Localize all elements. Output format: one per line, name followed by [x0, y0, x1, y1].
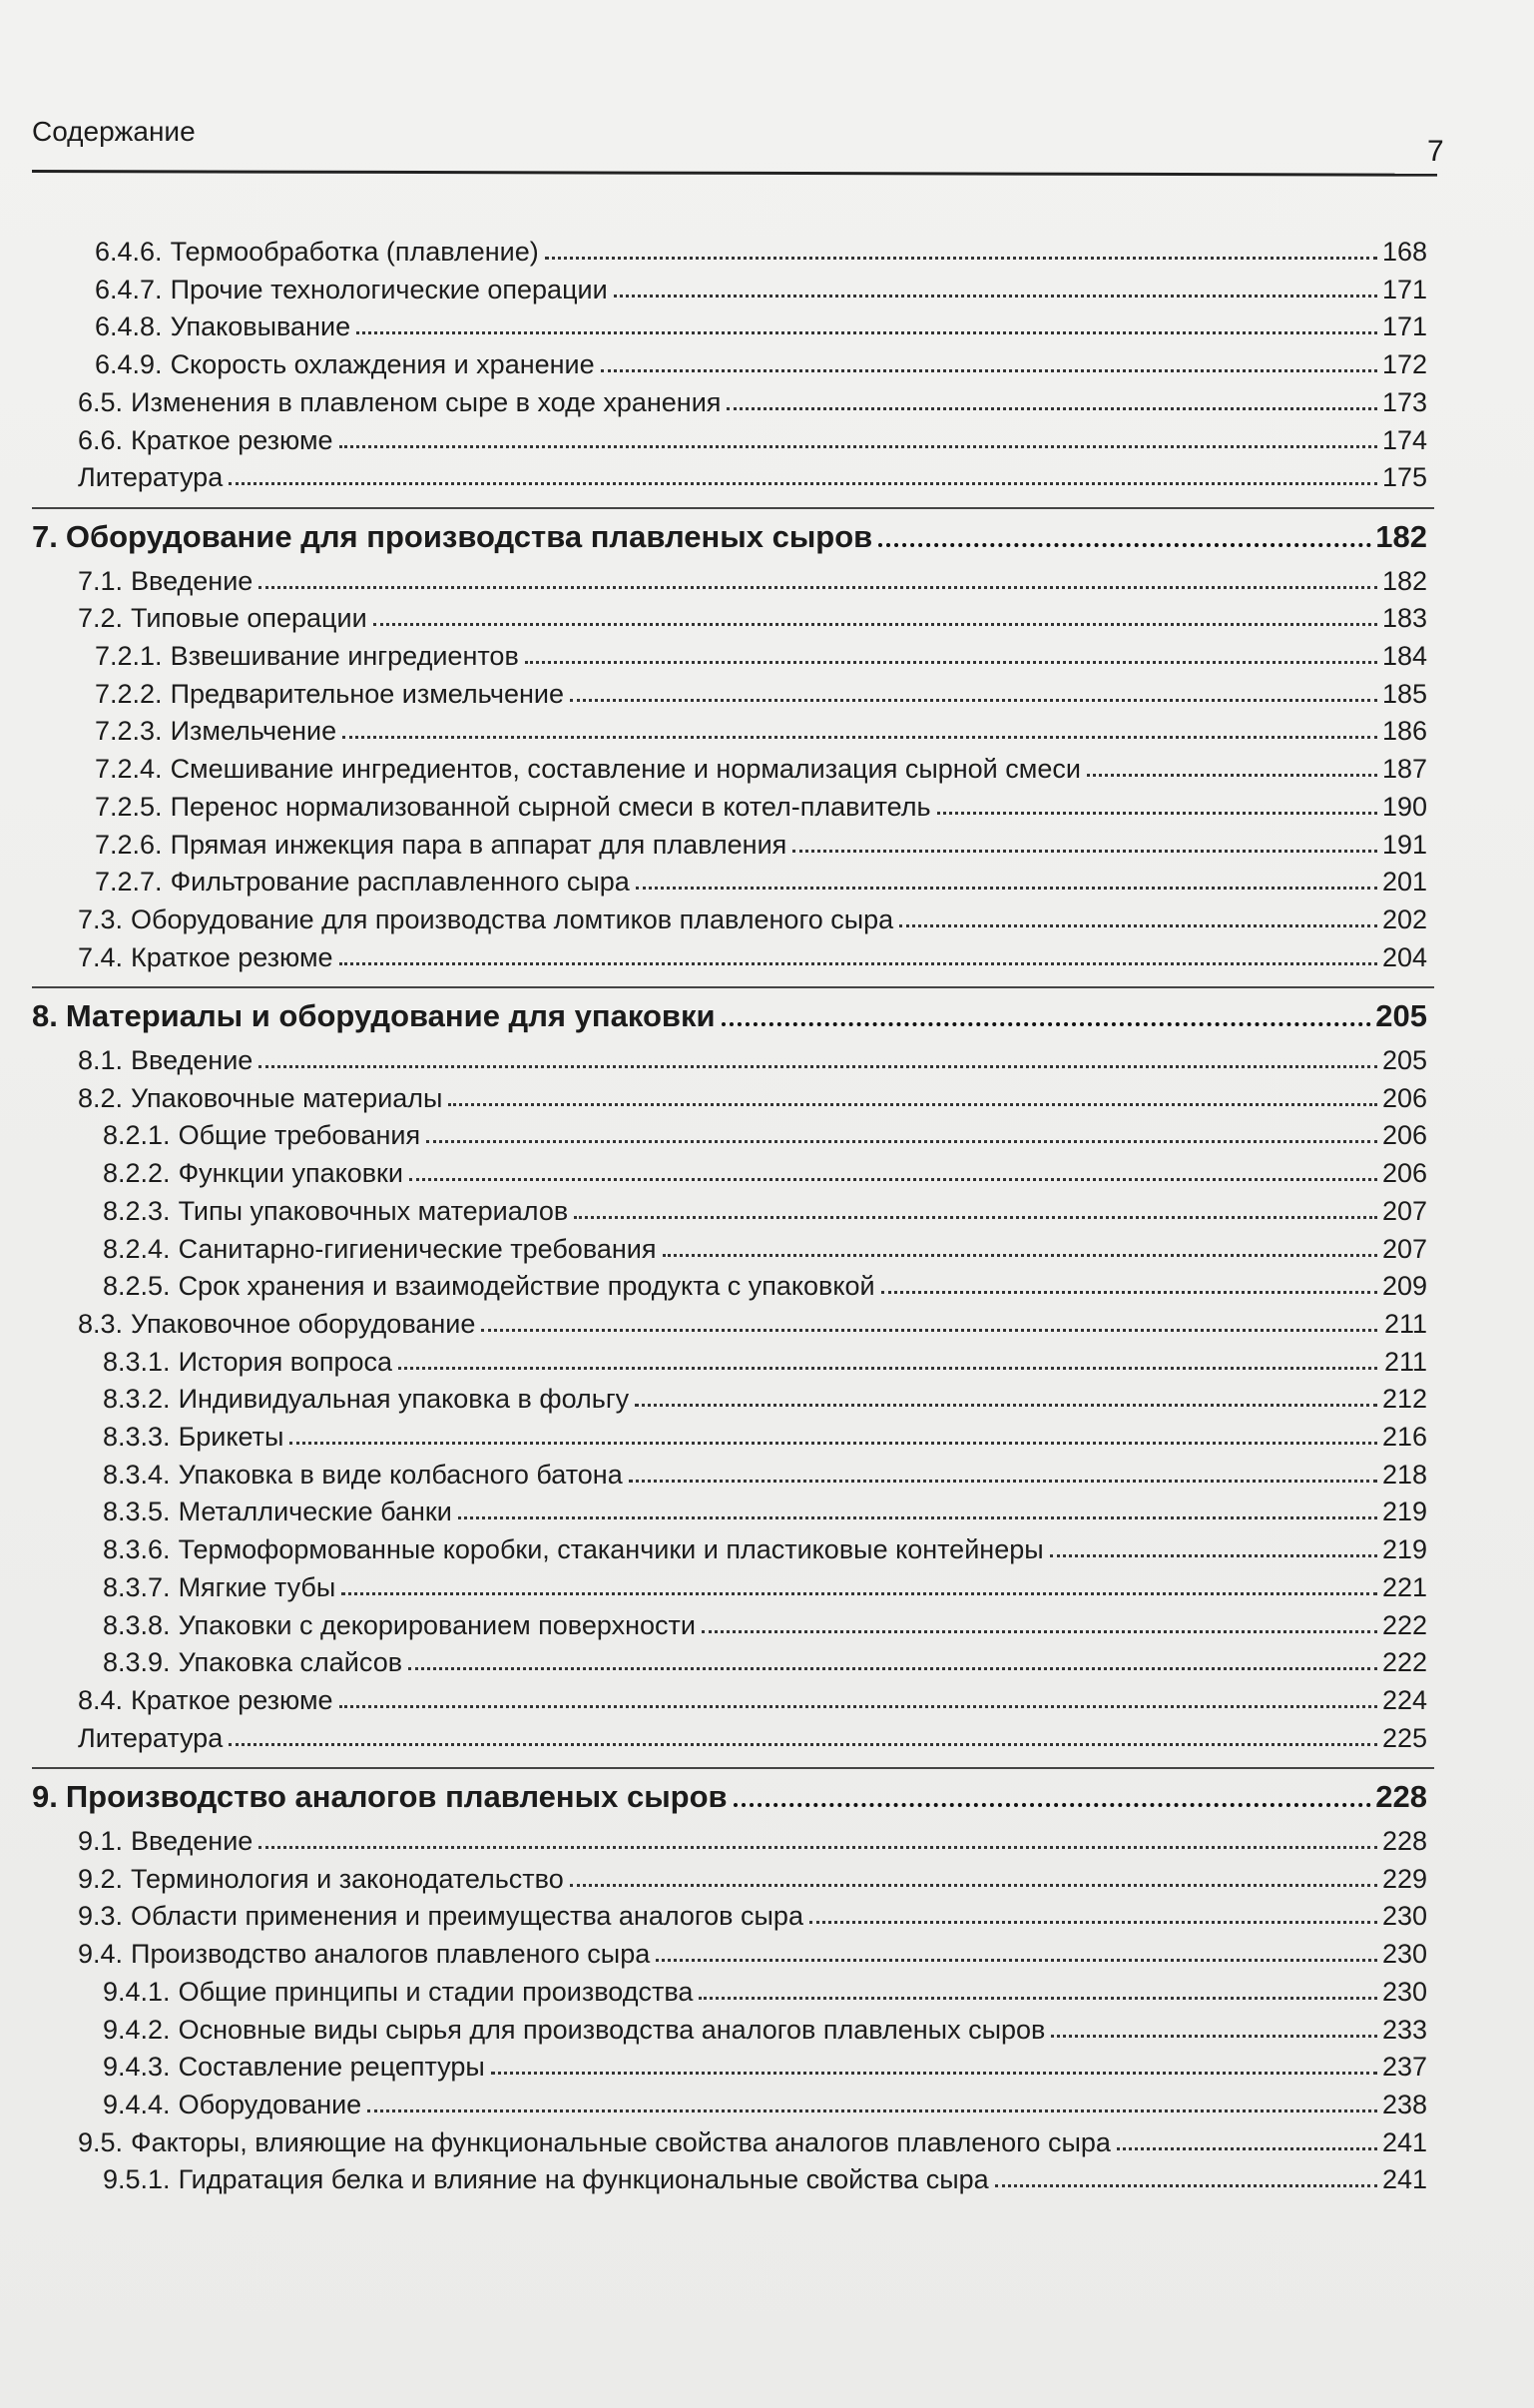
toc-entry — [95, 268, 1427, 305]
toc-entry-page: 171 — [1381, 311, 1427, 342]
toc-entry-title: Упаковки с декорированием поверхности — [178, 1609, 696, 1640]
toc-entry-title: Изменения в плавленом сыре в ходе хранения — [131, 386, 722, 417]
toc-entry — [95, 709, 1427, 747]
dot-leader — [1051, 2035, 1377, 2038]
toc-entry — [103, 1113, 1427, 1151]
dot-leader — [1087, 774, 1377, 777]
dot-leader — [937, 812, 1377, 815]
chapter-divider — [32, 1767, 1434, 1769]
toc-entry-number: 8.2.5. — [103, 1271, 171, 1302]
toc-entry-title: Производство аналогов плавленого сыра — [131, 1939, 651, 1970]
toc-entry — [103, 1970, 1427, 2008]
dot-leader — [525, 661, 1377, 664]
toc-entry-number: 7.2.5. — [95, 791, 163, 822]
toc-entry-number: 8.3.1. — [103, 1346, 171, 1377]
dot-leader — [635, 1404, 1377, 1407]
toc-entry-title: Краткое резюме — [131, 941, 333, 972]
toc-entry — [103, 1227, 1427, 1265]
toc-entry-number: 6.4.8. — [95, 311, 163, 342]
toc-entry-page: 183 — [1381, 603, 1427, 634]
toc-entry-page: 191 — [1381, 829, 1427, 860]
toc-entry-title: Краткое резюме — [131, 424, 333, 455]
toc-entry-title: Санитарно-гигиенические требования — [178, 1233, 657, 1264]
dot-leader — [656, 1959, 1377, 1962]
toc-entry-title: Общие требования — [178, 1120, 421, 1151]
toc-entry-page: 228 — [1375, 1779, 1427, 1815]
toc-entry-page: 174 — [1381, 424, 1427, 455]
toc-entry — [78, 1716, 1427, 1754]
toc-entry-number: 8.3.8. — [103, 1609, 171, 1640]
toc-entry-title: Составление рецептуры — [178, 2052, 485, 2083]
chapter-divider — [32, 986, 1434, 988]
dot-leader — [995, 2184, 1377, 2187]
toc-entry-number: 7.2.4. — [95, 754, 163, 785]
toc-entry-number: 8.3.9. — [103, 1647, 171, 1678]
toc-entry — [95, 785, 1427, 823]
dot-leader — [258, 1065, 1377, 1068]
toc-entry-title: Перенос нормализованной сырной смеси в котел-плавитель — [170, 791, 931, 822]
toc-entry-title: Типы упаковочных материалов — [178, 1195, 569, 1226]
dot-leader — [229, 1743, 1377, 1746]
toc-entry-title: Индивидуальная упаковка в фольгу — [178, 1384, 630, 1415]
dot-leader — [614, 295, 1377, 298]
toc-entry — [103, 1151, 1427, 1189]
toc-entry — [78, 1932, 1427, 1970]
toc-entry-page: 230 — [1381, 1939, 1427, 1970]
toc-entry-title: Упаковочные материалы — [131, 1082, 443, 1113]
dot-leader — [339, 962, 1377, 965]
toc-entry-page: 182 — [1381, 565, 1427, 596]
toc-entry-number: 6.6. — [78, 424, 124, 455]
toc-entry-page: 190 — [1381, 791, 1427, 822]
toc-entry-title: Введение — [131, 1045, 254, 1075]
toc-entry — [78, 1819, 1427, 1857]
toc-entry-title: Скорость охлаждения и хранение — [170, 349, 595, 380]
dot-leader — [367, 2109, 1377, 2112]
toc-entry-number: 8.3.5. — [103, 1497, 171, 1527]
toc-entry — [95, 304, 1427, 342]
dot-leader — [409, 1178, 1377, 1181]
toc-entry-title: Термоформованные коробки, стаканчики и пластиковые контейнеры — [178, 1534, 1044, 1565]
toc-entry-page: 211 — [1383, 1346, 1427, 1377]
toc-entry — [103, 1189, 1427, 1227]
toc-entry-number: 8.3.2. — [103, 1384, 171, 1415]
toc-entry-number: 6.4.6. — [95, 237, 163, 267]
toc-entry-title: Упаковка слайсов — [178, 1647, 403, 1678]
toc-entry-page: 173 — [1381, 386, 1427, 417]
toc-entry-page: 221 — [1381, 1571, 1427, 1602]
toc-entry-page: 224 — [1381, 1684, 1427, 1715]
toc-entry-number: 8.3.6. — [103, 1534, 171, 1565]
toc-entry — [78, 455, 1427, 493]
dot-leader — [722, 1022, 1372, 1026]
toc-entry — [78, 1678, 1427, 1716]
toc-entry-title: Литература — [78, 462, 224, 493]
toc-entry-page: 172 — [1381, 349, 1427, 380]
toc-entry-page: 204 — [1381, 941, 1427, 972]
toc-entry — [103, 2157, 1427, 2195]
toc-entry-page: 186 — [1381, 716, 1427, 747]
toc-entry-page: 207 — [1381, 1233, 1427, 1264]
toc-entry-number: 9.4.2. — [103, 2014, 171, 2045]
dot-leader — [699, 1997, 1377, 2000]
toc-entry — [78, 1076, 1427, 1114]
toc-entry-page: 225 — [1381, 1722, 1427, 1753]
toc-entry-number: 9.2. — [78, 1863, 124, 1894]
dot-leader — [899, 924, 1377, 927]
toc-entry-page: 237 — [1381, 2052, 1427, 2083]
toc-entry-page: 230 — [1381, 1901, 1427, 1932]
toc-entry-title: Взвешивание ингредиентов — [170, 641, 519, 671]
toc-entry-title: Металлические банки — [178, 1497, 452, 1527]
dot-leader — [481, 1329, 1377, 1332]
toc-entry-page: 185 — [1381, 678, 1427, 709]
toc-entry-number: 7.1. — [78, 565, 124, 596]
toc-entry-page: 233 — [1381, 2014, 1427, 2045]
dot-leader — [458, 1516, 1377, 1519]
dot-leader — [289, 1442, 1377, 1445]
toc-entry-page: 241 — [1381, 2164, 1427, 2195]
dot-leader — [663, 1254, 1378, 1257]
dot-leader — [408, 1667, 1377, 1670]
toc-entry-title: Введение — [131, 1826, 254, 1856]
toc-entry — [78, 1857, 1427, 1895]
toc-entry-title: Срок хранения и взаимодействие продукта с упаковкой — [178, 1271, 875, 1302]
dot-leader — [629, 1480, 1377, 1483]
toc-entry-page: 171 — [1381, 274, 1427, 304]
dot-leader — [702, 1630, 1377, 1633]
dot-leader — [570, 699, 1377, 702]
chapter-divider — [32, 507, 1434, 509]
toc-entry — [78, 935, 1427, 973]
toc-entry-title: Упаковывание — [170, 311, 351, 342]
toc-entry-title: Функции упаковки — [178, 1158, 403, 1189]
toc-entry-number: 8.4. — [78, 1684, 124, 1715]
toc-entry — [95, 860, 1427, 898]
toc-entry — [78, 1038, 1427, 1076]
toc-entry-title: Упаковочное оборудование — [131, 1308, 476, 1339]
dot-leader — [1117, 2147, 1377, 2150]
toc-entry-number: 8.1. — [78, 1045, 124, 1075]
toc-entry-page: 219 — [1381, 1534, 1427, 1565]
toc-entry-page: 202 — [1381, 903, 1427, 934]
toc-entry-number: 9.3. — [78, 1901, 124, 1932]
toc-entry-number: 6.4.9. — [95, 349, 163, 380]
toc-entry — [103, 1565, 1427, 1603]
toc-entry-page: 168 — [1381, 237, 1427, 267]
toc-entry-title: История вопроса — [178, 1346, 392, 1377]
toc-entry — [78, 1302, 1427, 1340]
toc-entry-title: Упаковка в виде колбасного батона — [178, 1459, 623, 1490]
toc-entry-page: 222 — [1381, 1647, 1427, 1678]
toc-entry — [78, 1894, 1427, 1932]
page-number: 7 — [1427, 135, 1444, 168]
toc-entry-number: 8.2.4. — [103, 1233, 171, 1264]
toc-entry-number: 8.3.7. — [103, 1571, 171, 1602]
toc-entry-page: 211 — [1383, 1308, 1427, 1339]
toc-entry-page: 219 — [1381, 1497, 1427, 1527]
toc-entry-title: Прямая инжекция пара в аппарат для плавления — [170, 829, 787, 860]
toc-entry-number: 9.4.4. — [103, 2089, 171, 2119]
toc-chapter-entry — [32, 1777, 1427, 1815]
dot-leader — [727, 407, 1377, 410]
toc-entry-page: 230 — [1381, 1976, 1427, 2007]
dot-leader — [491, 2072, 1377, 2075]
toc-entry-number: 8.2.3. — [103, 1195, 171, 1226]
toc-entry-title: Оборудование для производства плавленых сыров — [65, 518, 873, 554]
toc-entry-title: Области применения и преимущества аналогов сыра — [131, 1901, 803, 1932]
dot-leader — [398, 1367, 1377, 1370]
toc-entry-number: 7.2.2. — [95, 678, 163, 709]
toc-entry-number: 7.2.6. — [95, 829, 163, 860]
toc-entry-title: Литература — [78, 1722, 224, 1753]
dot-leader — [342, 736, 1377, 739]
toc-entry — [78, 559, 1427, 597]
toc-entry-title: Факторы, влияющие на функциональные свойства аналогов плавленого сыра — [131, 2126, 1111, 2157]
dot-leader — [356, 331, 1377, 334]
toc-entry — [103, 2008, 1427, 2046]
toc-chapter-entry — [32, 517, 1427, 555]
toc-entry-number: 7. — [32, 518, 58, 554]
dot-leader — [878, 543, 1371, 547]
toc-entry-title: Измельчение — [170, 716, 337, 747]
toc-entry-number: 8. — [32, 998, 58, 1034]
toc-entry — [78, 596, 1427, 634]
toc-entry-title: Оборудование для производства ломтиков плавленого сыра — [131, 903, 894, 934]
toc-entry-title: Смешивание ингредиентов, составление и нормализация сырной смеси — [170, 754, 1081, 785]
dot-leader — [258, 1846, 1377, 1849]
dot-leader — [426, 1140, 1377, 1143]
toc-entry — [78, 898, 1427, 935]
dot-leader — [339, 445, 1377, 448]
toc-entry-title: Введение — [131, 565, 254, 596]
toc-entry-number: 8.3. — [78, 1308, 124, 1339]
toc-entry-title: Типовые операции — [131, 603, 367, 634]
toc-entry-number: 9.4.3. — [103, 2052, 171, 2083]
toc-entry-title: Общие принципы и стадии производства — [178, 1976, 694, 2007]
toc-entry — [95, 634, 1427, 672]
dot-leader — [636, 887, 1377, 890]
toc-entry — [103, 2045, 1427, 2083]
toc-entry-number: 8.3.4. — [103, 1459, 171, 1490]
toc-entry-title: Мягкие тубы — [178, 1571, 336, 1602]
toc-entry-page: 228 — [1381, 1826, 1427, 1856]
toc-entry-page: 187 — [1381, 754, 1427, 785]
toc-entry — [95, 672, 1427, 710]
toc-entry-number: 9.5.1. — [103, 2164, 171, 2195]
toc-entry — [95, 823, 1427, 861]
toc-entry — [95, 230, 1427, 268]
toc-entry-page: 184 — [1381, 641, 1427, 671]
toc-entry-page: 241 — [1381, 2126, 1427, 2157]
toc-entry-number: 6.5. — [78, 386, 124, 417]
toc-entry — [103, 1603, 1427, 1641]
toc-entry-title: Гидратация белка и влияние на функциональные свойства сыра — [178, 2164, 989, 2195]
toc-entry — [78, 380, 1427, 418]
toc-entry-number: 6.4.7. — [95, 274, 163, 304]
running-header-title: Содержание — [32, 116, 196, 147]
toc-entry — [95, 342, 1427, 380]
toc-entry-number: 9.1. — [78, 1826, 124, 1856]
toc-entry-page: 209 — [1381, 1271, 1427, 1302]
dot-leader — [339, 1705, 1377, 1708]
toc-entry-number: 7.2.3. — [95, 716, 163, 747]
toc-entry-number: 8.3.3. — [103, 1422, 171, 1452]
dot-leader — [229, 482, 1377, 485]
toc-entry — [103, 1415, 1427, 1453]
toc-entry — [78, 418, 1427, 456]
dot-leader — [792, 850, 1377, 853]
toc-entry-title: Материалы и оборудование для упаковки — [65, 998, 716, 1034]
toc-entry-page: 216 — [1381, 1422, 1427, 1452]
toc-entry-title: Основные виды сырья для производства аналогов плавленых сыров — [178, 2014, 1046, 2045]
dot-leader — [448, 1103, 1377, 1106]
toc-entry-number: 7.4. — [78, 941, 124, 972]
toc-entry-number: 9.5. — [78, 2126, 124, 2157]
dot-leader — [341, 1592, 1377, 1595]
toc-entry-page: 207 — [1381, 1195, 1427, 1226]
toc-entry-number: 9.4.1. — [103, 1976, 171, 2007]
toc-entry-page: 201 — [1381, 867, 1427, 898]
dot-leader — [574, 1216, 1377, 1219]
toc-entry-number: 8.2. — [78, 1082, 124, 1113]
toc-entry — [103, 1453, 1427, 1491]
toc-entry-number: 7.2. — [78, 603, 124, 634]
toc-entry-number: 7.2.1. — [95, 641, 163, 671]
toc-entry — [103, 1527, 1427, 1565]
toc-entry-title: Производство аналогов плавленых сыров — [65, 1779, 728, 1815]
toc-entry — [103, 1640, 1427, 1678]
toc-entry-page: 229 — [1381, 1863, 1427, 1894]
toc-entry-title: Предварительное измельчение — [170, 678, 565, 709]
dot-leader — [601, 369, 1377, 372]
toc-entry — [103, 1340, 1427, 1378]
header-divider — [32, 170, 1437, 177]
toc-entry-title: Брикеты — [178, 1422, 284, 1452]
toc-entry-title: Термообработка (плавление) — [170, 237, 539, 267]
dot-leader — [545, 257, 1377, 260]
toc-entry-number: 8.2.1. — [103, 1120, 171, 1151]
toc-entry — [78, 2120, 1427, 2158]
toc-entry-title: Фильтрование расплавленного сыра — [170, 867, 630, 898]
dot-leader — [373, 623, 1377, 626]
toc-entry-page: 238 — [1381, 2089, 1427, 2119]
dot-leader — [570, 1884, 1377, 1887]
toc-entry-title: Терминология и законодательство — [131, 1863, 564, 1894]
toc-entry-page: 222 — [1381, 1609, 1427, 1640]
toc-entry — [103, 1490, 1427, 1527]
toc-entry-page: 205 — [1381, 1045, 1427, 1075]
toc-entry-page: 175 — [1381, 462, 1427, 493]
toc-entry-title: Краткое резюме — [131, 1684, 333, 1715]
toc-entry-number: 9.4. — [78, 1939, 124, 1970]
dot-leader — [258, 586, 1377, 589]
toc-entry — [103, 2083, 1427, 2120]
toc-entry-title: Оборудование — [178, 2089, 362, 2119]
dot-leader — [809, 1921, 1377, 1924]
toc-entry-number: 8.2.2. — [103, 1158, 171, 1189]
toc-entry-page: 205 — [1375, 998, 1427, 1034]
toc-entry-page: 206 — [1381, 1082, 1427, 1113]
toc-chapter-entry — [32, 996, 1427, 1034]
dot-leader — [1050, 1554, 1377, 1557]
toc-entry-page: 206 — [1381, 1158, 1427, 1189]
toc-entry — [95, 747, 1427, 785]
toc-entry-page: 182 — [1375, 518, 1427, 554]
dot-leader — [734, 1803, 1372, 1807]
toc-entry-page: 212 — [1381, 1384, 1427, 1415]
toc-entry-number: 7.2.7. — [95, 867, 163, 898]
dot-leader — [881, 1291, 1377, 1294]
toc-entry — [103, 1264, 1427, 1302]
toc-entry-number: 9. — [32, 1779, 58, 1815]
toc-entry-page: 218 — [1381, 1459, 1427, 1490]
toc-entry-number: 7.3. — [78, 903, 124, 934]
toc-entry-title: Прочие технологические операции — [170, 274, 608, 304]
toc-entry — [103, 1377, 1427, 1415]
toc-entry-page: 206 — [1381, 1120, 1427, 1151]
